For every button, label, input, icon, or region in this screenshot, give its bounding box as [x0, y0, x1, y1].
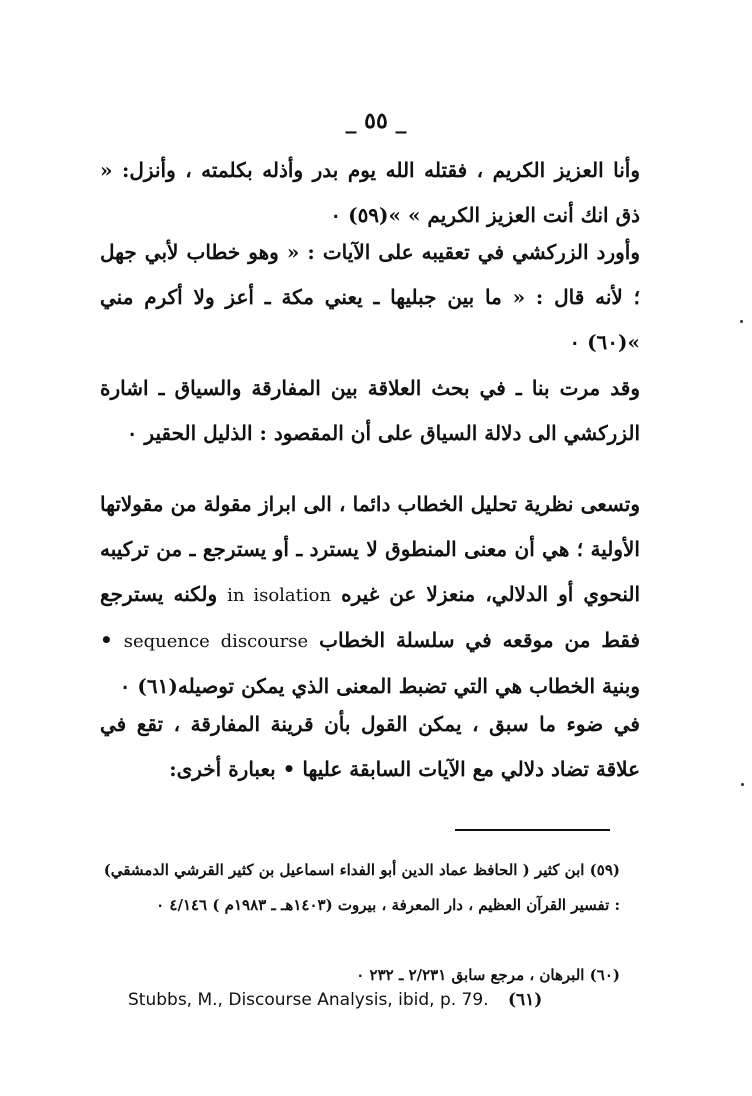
paragraph-4 — [100, 482, 640, 709]
paragraph-4-part-b: ولكنه يسترجع فقط من موقعه في سلسلة الخطاب — [100, 582, 641, 652]
term-discourse: discourse — [220, 631, 309, 652]
paragraph-4-part-a: وتسعى نظرية تحليل الخطاب دائما ، الى ابراز مقولة من مقولاتها الأولية ؛ هي أن معنى المنطوق لا يسترد ـ أو يسترجع ـ من تركيبه النحوي أو الدلالي، منعزلا عن غيره — [100, 492, 640, 606]
footnote-separator — [455, 829, 610, 831]
paragraph-1: وأنا العزيز الكريم ، فقتله الله يوم بدر وأذله بكلمته ، وأنزل: « ذق انك أنت العزيز الكريم » »(٥٩) ٠ — [100, 158, 640, 227]
footnote-60: (٦٠) البرهان ، مرجع سابق ٢/٢٣١ ـ ٢٣٢ ٠ — [356, 966, 620, 984]
footnote-61-number: (٦١) — [507, 990, 543, 1010]
paragraph-2: وأورد الزركشي في تعقيبه على الآيات : « وهو خطاب لأبي جهل ؛ لأنه قال : « ما بين جبليها ـ يعني مكة ـ أعز ولا أكرم مني »(٦٠) ٠ — [100, 240, 640, 354]
term-in-isolation: in isolation — [227, 585, 332, 606]
paragraph-5: في ضوء ما سبق ، يمكن القول بأن قرينة المفارقة ، تقع في علاقة تضاد دلالي مع الآيات السابقة عليها • بعبارة أخرى: — [100, 712, 640, 781]
footnote-61 — [128, 990, 608, 1010]
margin-speck — [741, 783, 744, 786]
footnote-59: (٥٩) ابن كثير ( الحافظ عماد الدين أبو الفداء اسماعيل بن كثير القرشي الدمشقي) : تفسير القرآن العظيم ، دار المعرفة ، بيروت (١٤٠٣هـ ـ ١٩٨٣م ) ٤/١٤٦ ٠ — [103, 861, 620, 914]
footnote-61-text: Stubbs, M., Discourse Analysis, ibid, p. 79. — [128, 990, 489, 1010]
margin-speck — [740, 320, 743, 323]
paragraph-3: وقد مرت بنا ـ في بحث العلاقة بين المفارقة والسياق ـ اشارة الزركشي الى دلالة السياق على أن المقصود : الذليل الحقير ٠ — [100, 376, 640, 445]
paragraph-4-part-c: • وبنية الخطاب هي التي تضبط المعنى الذي يمكن توصيله(٦١) ٠ — [100, 628, 640, 698]
page-number: _ ٥٥ _ — [345, 108, 407, 134]
term-sequence: sequence — [123, 631, 210, 652]
